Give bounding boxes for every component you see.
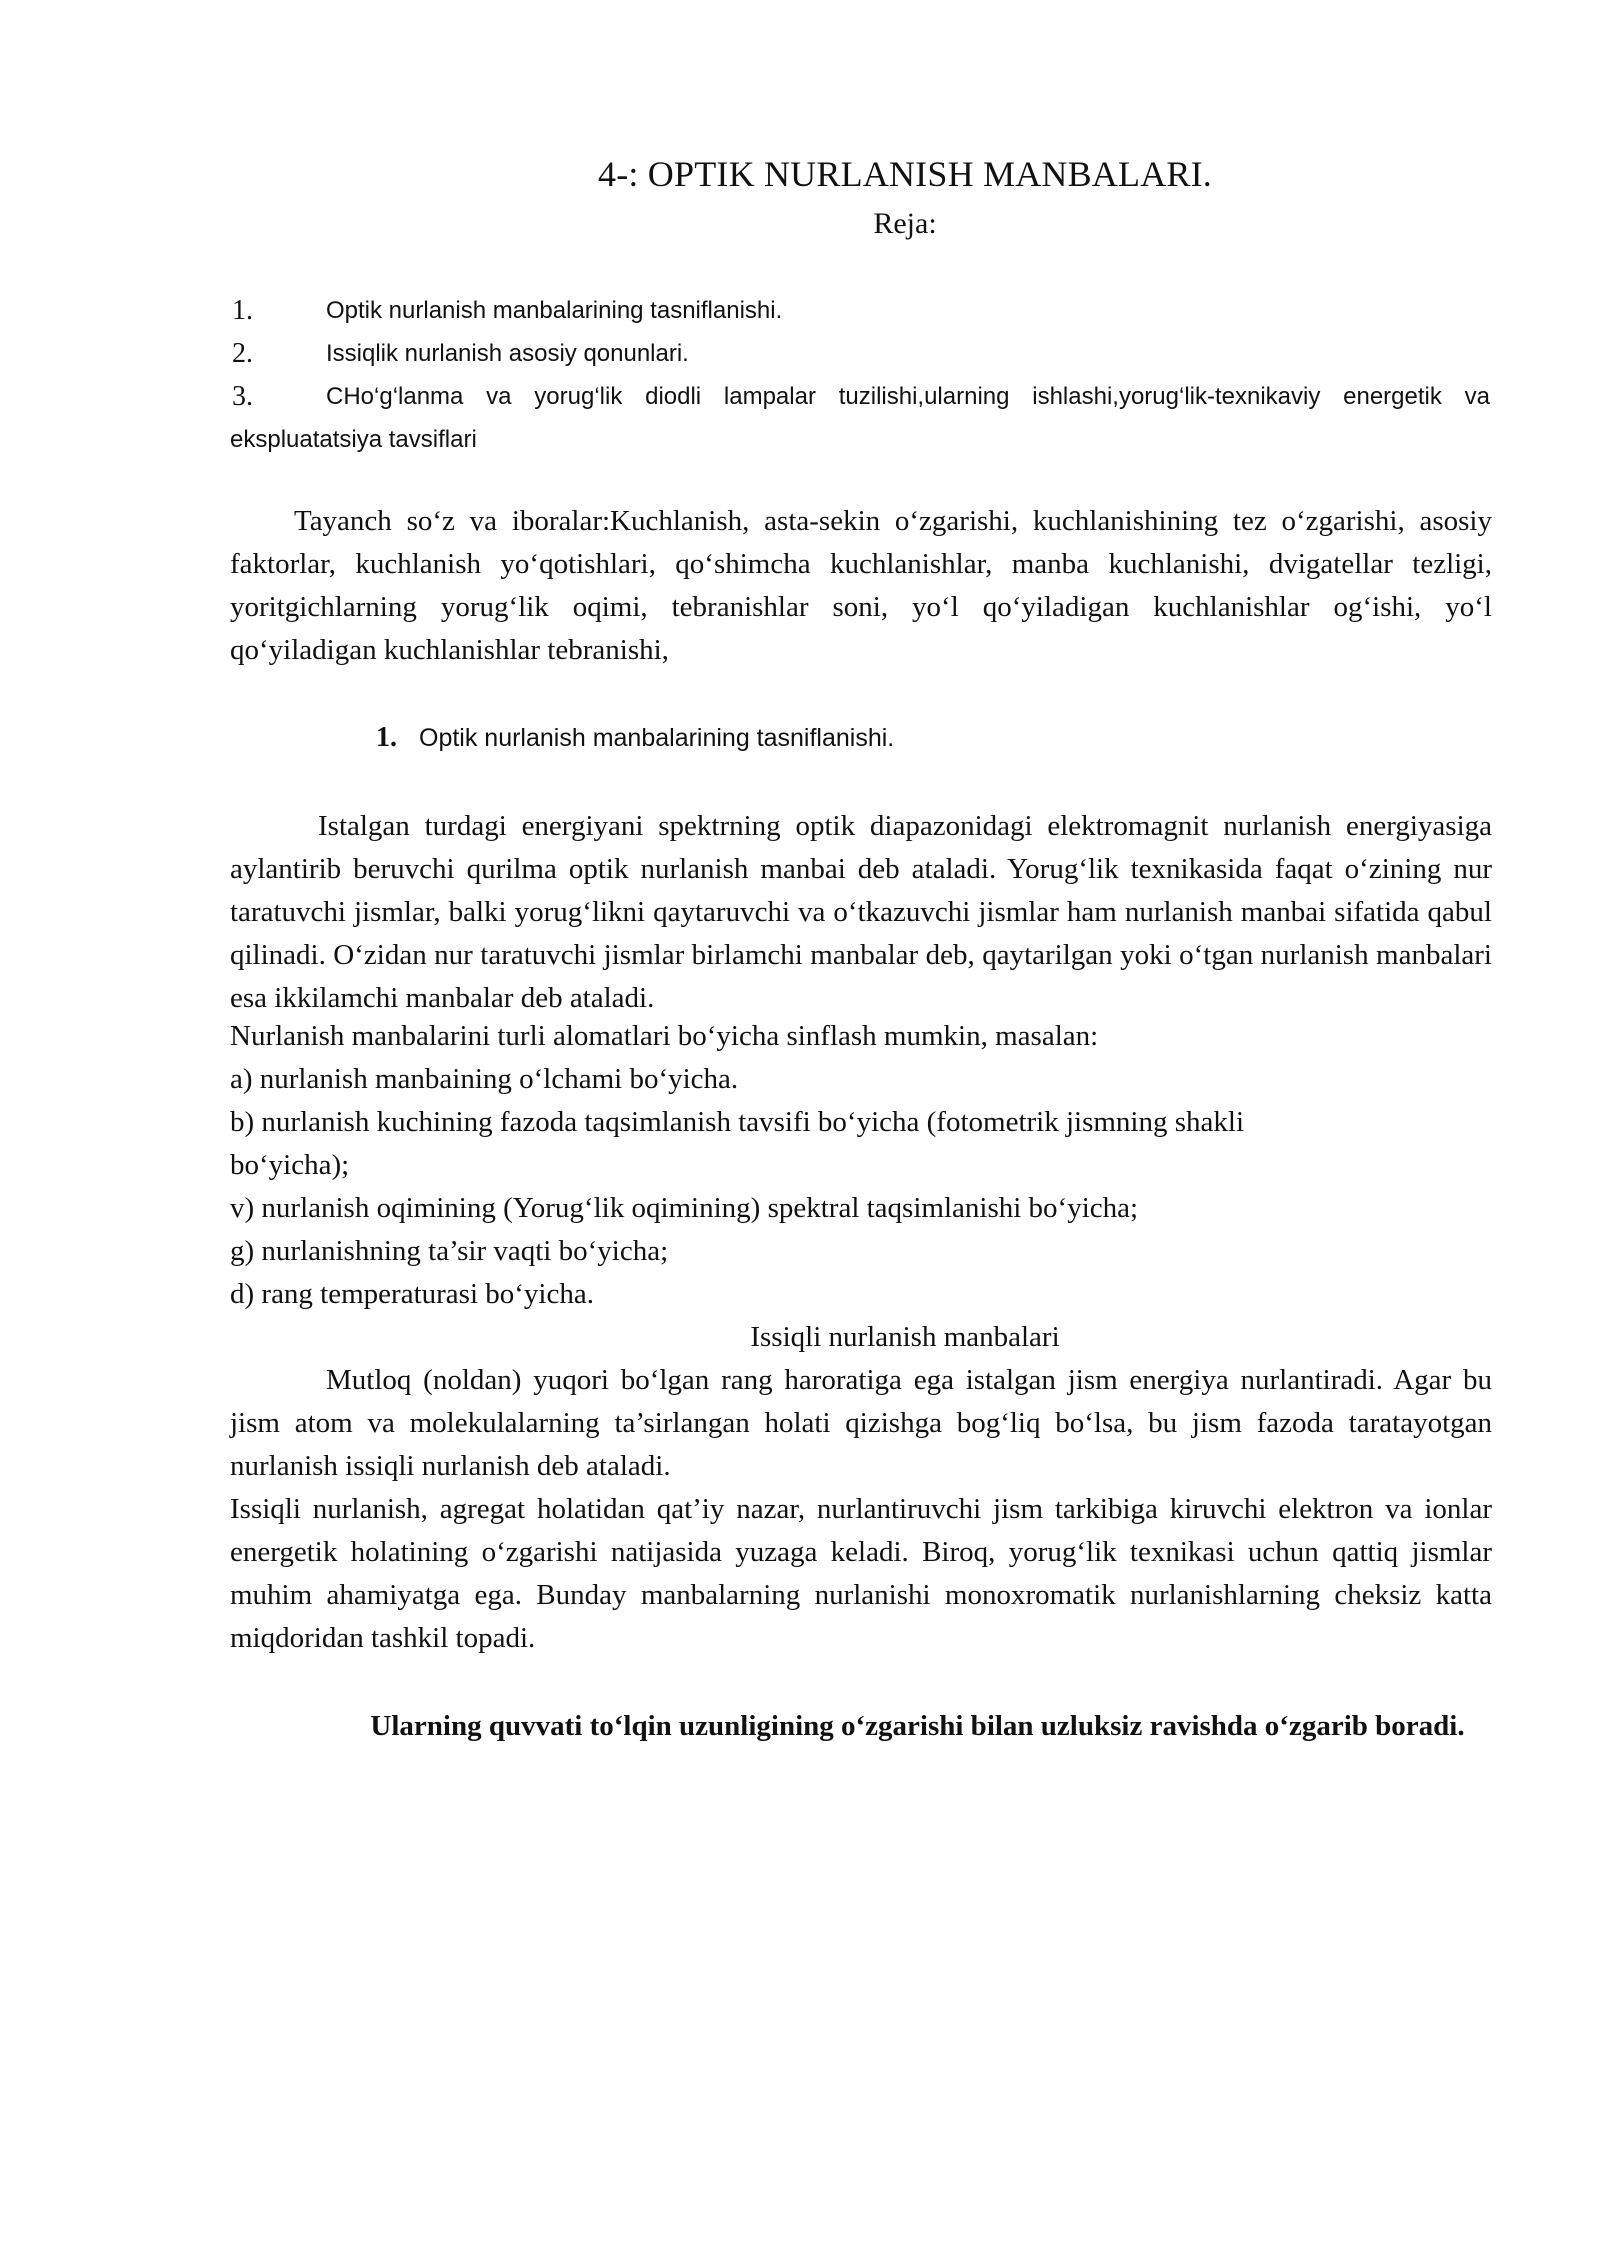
list-line: a) nurlanish manbaining o‘lchami bo‘yicha. [230, 1063, 739, 1095]
plan-item-number: 1. [232, 295, 253, 326]
plan-item [230, 289, 1490, 332]
plan-item [230, 375, 1490, 461]
plan-item-text: Optik nurlanish manbalarining tasniflanishi. [326, 297, 783, 324]
section-title: Optik nurlanish manbalarining tasniflanishi. [419, 724, 895, 752]
list-line: d) rang temperaturasi bo‘yicha. [230, 1278, 594, 1310]
body-paragraph: Issiqli nurlanish, agregat holatidan qat’iy nazar, nurlantiruvchi jism tarkibiga kiruvchi elektron va ionlar energetik holatining o‘zgarishi natijasida yuzaga keladi. Biroq, yorug‘lik texnikasi uchun qattiq jismlar muhim ahamiyatga ega. Bunday manbalarning nurlanishi monoxromatik nurlanishlarning cheksiz katta miqdoridan tashkil topadi. [230, 1493, 1492, 1654]
subsection-heading: Issiqli nurlanish manbalari [750, 1321, 1060, 1353]
bold-statement: Ularning quvvati to‘lqin uzunligining o‘zgarishi bilan uzluksiz ravishda o‘zgarib boradi. [370, 1710, 1465, 1742]
list-line: g) nurlanishning ta’sir vaqti bo‘yicha; [230, 1235, 669, 1267]
list-line: b) nurlanish kuchining fazoda taqsimlanish tavsifi bo‘yicha (fotometrik jismning shakli [230, 1106, 1244, 1138]
list-line: v) nurlanish oqimining (Yorug‘lik oqimining) spektral taqsimlanishi bo‘yicha; [230, 1192, 1139, 1224]
plan-list [230, 289, 1490, 461]
plan-item [230, 332, 1490, 375]
section-number: 1. [376, 722, 397, 753]
plan-item-number: 2. [232, 338, 253, 369]
plan-item-text: Issiqlik nurlanish asosiy qonunlari. [326, 340, 689, 367]
body-paragraph: Istalgan turdagi energiyani spektrning optik diapazonidagi elektromagnit nurlanish energiyasiga aylantirib beruvchi qurilma optik nurlanish manbai deb ataladi. Yorug‘lik texnikasida faqat o‘zining nur taratuvchi jismlar, balki yorug‘likni qaytaruvchi va o‘tkazuvchi jismlar ham nurlanish manbai sifatida qabul qilinadi. O‘zidan nur taratuvchi jismlar birlamchi manbalar deb, qaytarilgan yoki o‘tgan nurlanish manbalari esa ikkilamchi manbalar deb ataladi. [230, 810, 1492, 1014]
plan-item-text: CHo‘g‘lanma va yorug‘lik diodli lampalar tuzilishi,ularning ishlashi,yorug‘lik-texnikaviy energetik va ekspluatatsiya tavsiflari [230, 383, 1490, 453]
document-title: 4-: OPTIK NURLANISH MANBALARI. [598, 154, 1212, 194]
keywords-paragraph: Tayanch so‘z va iboralar:Kuchlanish, asta-sekin o‘zgarishi, kuchlanishining tez o‘zgarishi, asosiy faktorlar, kuchlanish yo‘qotishlari, qo‘shimcha kuchlanishlar, manba kuchlanishi, dvigatellar tezligi, yoritgichlarning yorug‘lik oqimi, tebranishlar soni, yo‘l qo‘yiladigan kuchlanishlar og‘ishi, yo‘l qo‘yiladigan kuchlanishlar tebranishi, [230, 505, 1492, 666]
section-heading [376, 716, 894, 760]
plan-heading: Reja: [873, 207, 937, 240]
body-paragraph: Mutloq (noldan) yuqori bo‘lgan rang haroratiga ega istalgan jism energiya nurlantiradi. Agar bu jism atom va molekulalarning ta’sirlangan holati qizishga bog‘liq bo‘lsa, bu jism fazoda taratayotgan nurlanish issiqli nurlanish deb ataladi. [230, 1364, 1492, 1482]
list-line: Nurlanish manbalarini turli alomatlari bo‘yicha sinflash mumkin, masalan: [230, 1020, 1099, 1052]
plan-item-number: 3. [232, 381, 253, 412]
list-line: bo‘yicha); [230, 1149, 350, 1181]
